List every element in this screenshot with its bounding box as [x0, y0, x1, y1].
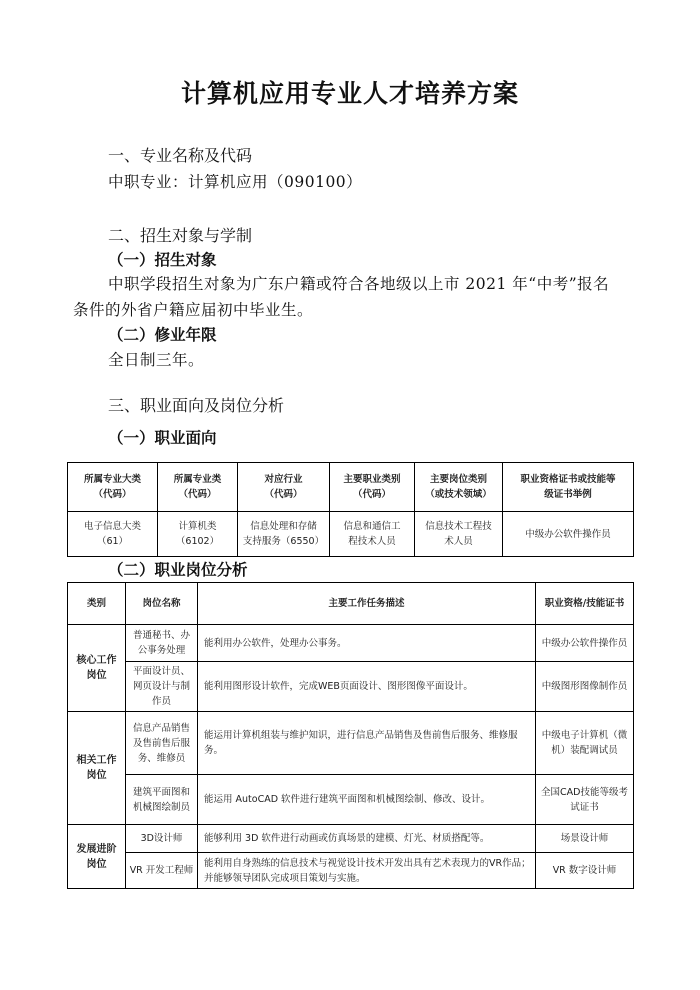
certificate: VR 数字设计师	[536, 853, 634, 889]
cell-major-class: 计算机类 （6102）	[158, 512, 238, 557]
table-row	[68, 853, 634, 889]
header-post-category: 主要岗位类别 （或技术领域）	[415, 463, 503, 512]
post-name: 平面设计员、网页设计与制作员	[126, 662, 198, 712]
task-description: 能利用图形设计软件，完成WEB页面设计、图形图像平面设计。	[198, 662, 536, 712]
header-post-name: 岗位名称	[126, 583, 198, 625]
subheading-study-length: （二）修业年限	[108, 326, 217, 344]
certificate: 中级图形图像制作员	[536, 662, 634, 712]
page-title: 计算机应用专业人才培养方案	[180, 79, 519, 108]
table-row	[68, 775, 634, 825]
table-header-row	[68, 583, 634, 625]
table-header-row	[68, 463, 634, 512]
task-description: 能利用办公软件，处理办公事务。	[198, 625, 536, 662]
category-core: 核心工作 岗位	[68, 625, 126, 712]
header-tasks: 主要工作任务描述	[198, 583, 536, 625]
certificate: 中级电子计算机（微机）装配调试员	[536, 712, 634, 775]
enrollment-text-line1: 中职学段招生对象为广东户籍或符合各地级以上市 2021 年“中考”报名	[108, 275, 610, 293]
post-analysis-table	[67, 582, 634, 889]
post-name: 普通秘书、办公事务处理	[126, 625, 198, 662]
subheading-enrollment-target: （一）招生对象	[108, 251, 217, 269]
header-industry: 对应行业 （代码）	[238, 463, 330, 512]
section-heading-3: 三、职业面向及岗位分析	[108, 396, 285, 415]
subheading-post-analysis: （二）职业岗位分析	[108, 561, 248, 579]
cell-major-category: 电子信息大类 （61）	[68, 512, 158, 557]
enrollment-text-line2: 条件的外省户籍应届初中毕业生。	[73, 301, 314, 319]
post-name: VR 开发工程师	[126, 853, 198, 889]
table-row	[68, 712, 634, 775]
header-major-category: 所属专业大类 （代码）	[68, 463, 158, 512]
task-description: 能运用计算机组装与维护知识，进行信息产品销售及售前售后服务、维修服务。	[198, 712, 536, 775]
task-description: 能利用自身熟练的信息技术与视觉设计技术开发出具有艺术表现力的VR作品；并能够领导团队完成项目策划与实施。	[198, 853, 536, 889]
header-major-class: 所属专业类 （代码）	[158, 463, 238, 512]
table-row	[68, 625, 634, 662]
certificate: 全国CAD技能等级考试证书	[536, 775, 634, 825]
cell-occupation: 信息和通信工 程技术人员	[330, 512, 415, 557]
cell-industry: 信息处理和存储 支持服务（6550）	[238, 512, 330, 557]
category-related: 相关工作 岗位	[68, 712, 126, 825]
cell-post-category: 信息技术工程技 术人员	[415, 512, 503, 557]
post-name: 3D设计师	[126, 825, 198, 853]
category-advanced: 发展进阶 岗位	[68, 825, 126, 889]
post-name: 建筑平面图和机械图绘制员	[126, 775, 198, 825]
task-description: 能够利用 3D 软件进行动画或仿真场景的建模、灯光、材质搭配等。	[198, 825, 536, 853]
header-occupation: 主要职业类别 （代码）	[330, 463, 415, 512]
header-cert: 职业资格/技能证书	[536, 583, 634, 625]
section-heading-2: 二、招生对象与学制	[108, 226, 253, 245]
table-row	[68, 825, 634, 853]
section-heading-1: 一、专业名称及代码	[108, 146, 253, 165]
cell-certificate: 中级办公软件操作员	[503, 512, 634, 557]
certificate: 中级办公软件操作员	[536, 625, 634, 662]
certificate: 场景设计师	[536, 825, 634, 853]
header-certificate: 职业资格证书或技能等 级证书举例	[503, 463, 634, 512]
study-length-text: 全日制三年。	[108, 351, 205, 369]
career-orientation-table	[67, 462, 634, 557]
post-name: 信息产品销售及售前售后服务、维修员	[126, 712, 198, 775]
subheading-career-orientation: （一）职业面向	[108, 429, 217, 447]
major-code-text: 中职专业：计算机应用（090100）	[108, 173, 363, 191]
task-description: 能运用 AutoCAD 软件进行建筑平面图和机械图绘制、修改、设计。	[198, 775, 536, 825]
table-row	[68, 512, 634, 557]
header-category: 类别	[68, 583, 126, 625]
table-row	[68, 662, 634, 712]
